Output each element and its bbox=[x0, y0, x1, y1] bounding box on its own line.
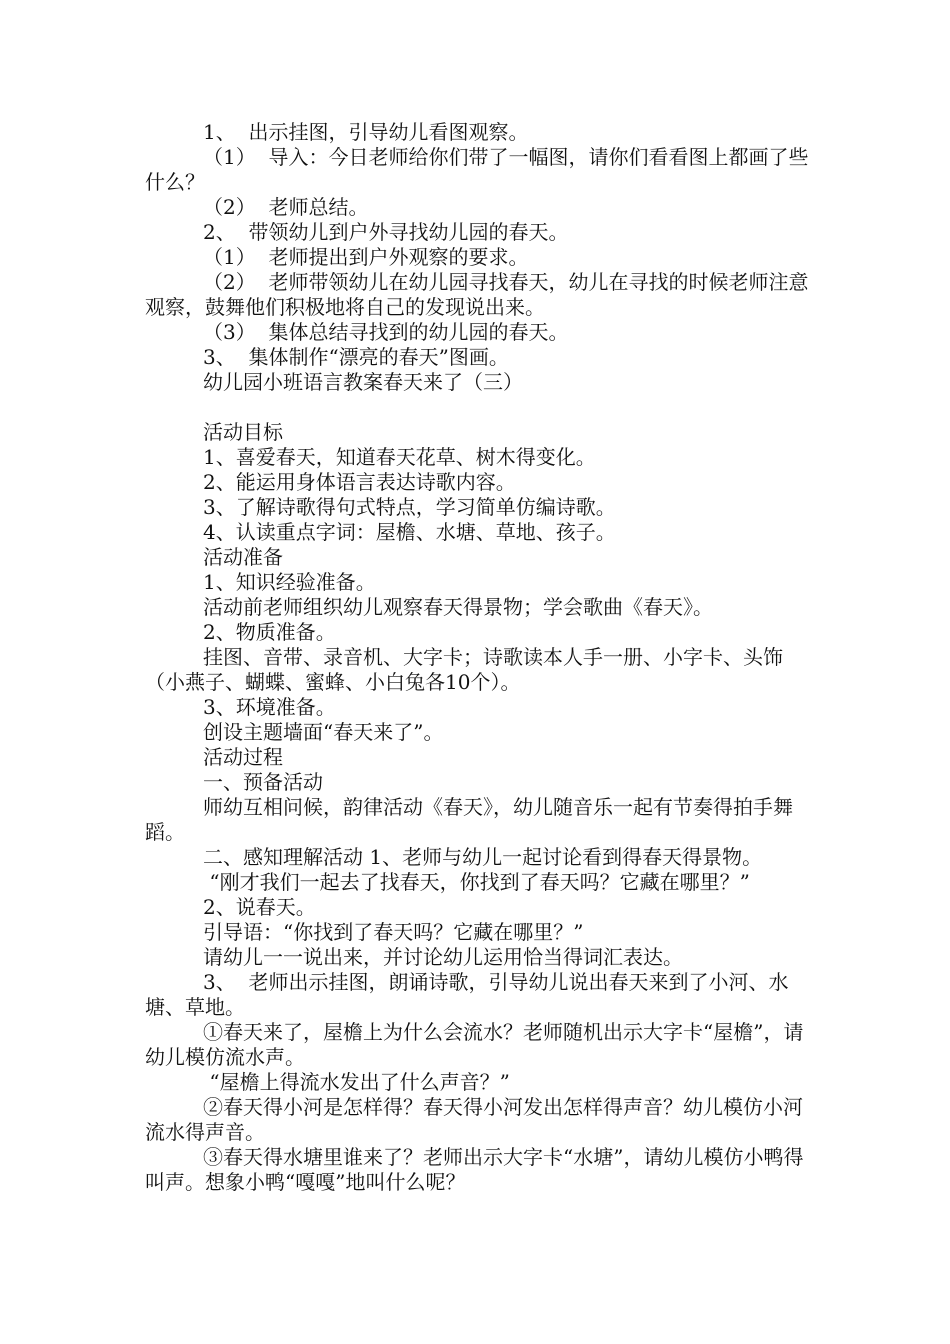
paragraph: 3、 集体制作“漂亮的春天”图画。 bbox=[203, 345, 509, 369]
paragraph: 2、说春天。 bbox=[203, 895, 316, 919]
paragraph: ③春天得水塘里谁来了？老师出示大字卡“水塘”，请幼儿模仿小鸭得叫声。想象小鸭“嘎嘎”地叫什么呢？ bbox=[145, 1145, 804, 1194]
paragraph: 创设主题墙面“春天来了”。 bbox=[203, 720, 444, 744]
paragraph: 请幼儿一一说出来，并讨论幼儿运用恰当得词汇表达。 bbox=[203, 945, 683, 969]
paragraph: 3、环境准备。 bbox=[203, 695, 336, 719]
paragraph: 1、 出示挂图，引导幼儿看图观察。 bbox=[203, 120, 529, 144]
paragraph: 挂图、音带、录音机、大字卡；诗歌读本人手一册、小字卡、头饰（小燕子、蝴蝶、蜜蜂、小白兔各10个）。 bbox=[145, 645, 783, 694]
paragraph: 引导语：“你找到了春天吗？它藏在哪里？” bbox=[203, 920, 584, 944]
paragraph: （2） 老师带领幼儿在幼儿园寻找春天，幼儿在寻找的时候老师注意观察，鼓舞他们积极地将自己的发现说出来。 bbox=[145, 270, 809, 319]
paragraph: 幼儿园小班语言教案春天来了（三） bbox=[203, 370, 523, 394]
paragraph: 2、能运用身体语言表达诗歌内容。 bbox=[203, 470, 516, 494]
paragraph: 活动过程 bbox=[203, 745, 283, 769]
paragraph: （3） 集体总结寻找到的幼儿园的春天。 bbox=[203, 320, 569, 344]
paragraph: 3、了解诗歌得句式特点，学习简单仿编诗歌。 bbox=[203, 495, 616, 519]
paragraph: 活动目标 bbox=[203, 420, 283, 444]
paragraph: 1、喜爱春天，知道春天花草、树木得变化。 bbox=[203, 445, 596, 469]
paragraph: （1） 导入：今日老师给你们带了一幅图，请你们看看图上都画了些什么？ bbox=[145, 145, 809, 194]
paragraph: 活动前老师组织幼儿观察春天得景物；学会歌曲《春天》。 bbox=[203, 595, 713, 619]
paragraph: （2） 老师总结。 bbox=[203, 195, 369, 219]
paragraph: 一、预备活动 bbox=[203, 770, 323, 794]
paragraph: “屋檐上得流水发出了什么声音？” bbox=[203, 1070, 510, 1094]
paragraph: （1） 老师提出到户外观察的要求。 bbox=[203, 245, 529, 269]
paragraph: 3、 老师出示挂图，朗诵诗歌，引导幼儿说出春天来到了小河、水塘、草地。 bbox=[145, 970, 789, 1019]
paragraph: 1、知识经验准备。 bbox=[203, 570, 376, 594]
paragraph: 2、 带领幼儿到户外寻找幼儿园的春天。 bbox=[203, 220, 569, 244]
paragraph: ①春天来了，屋檐上为什么会流水？老师随机出示大字卡“屋檐”，请幼儿模仿流水声。 bbox=[145, 1020, 804, 1069]
paragraph: 师幼互相问候，韵律活动《春天》，幼儿随音乐一起有节奏得拍手舞蹈。 bbox=[145, 795, 793, 844]
blank-line bbox=[145, 395, 815, 420]
paragraph: 活动准备 bbox=[203, 545, 283, 569]
document-body bbox=[145, 120, 815, 1195]
paragraph: ②春天得小河是怎样得？春天得小河发出怎样得声音？幼儿模仿小河流水得声音。 bbox=[145, 1095, 803, 1144]
paragraph: “刚才我们一起去了找春天，你找到了春天吗？它藏在哪里？” bbox=[203, 870, 750, 894]
paragraph: 二、感知理解活动 1、老师与幼儿一起讨论看到得春天得景物。 bbox=[203, 845, 763, 869]
paragraph: 4、认读重点字词：屋檐、水塘、草地、孩子。 bbox=[203, 520, 616, 544]
paragraph: 2、物质准备。 bbox=[203, 620, 336, 644]
